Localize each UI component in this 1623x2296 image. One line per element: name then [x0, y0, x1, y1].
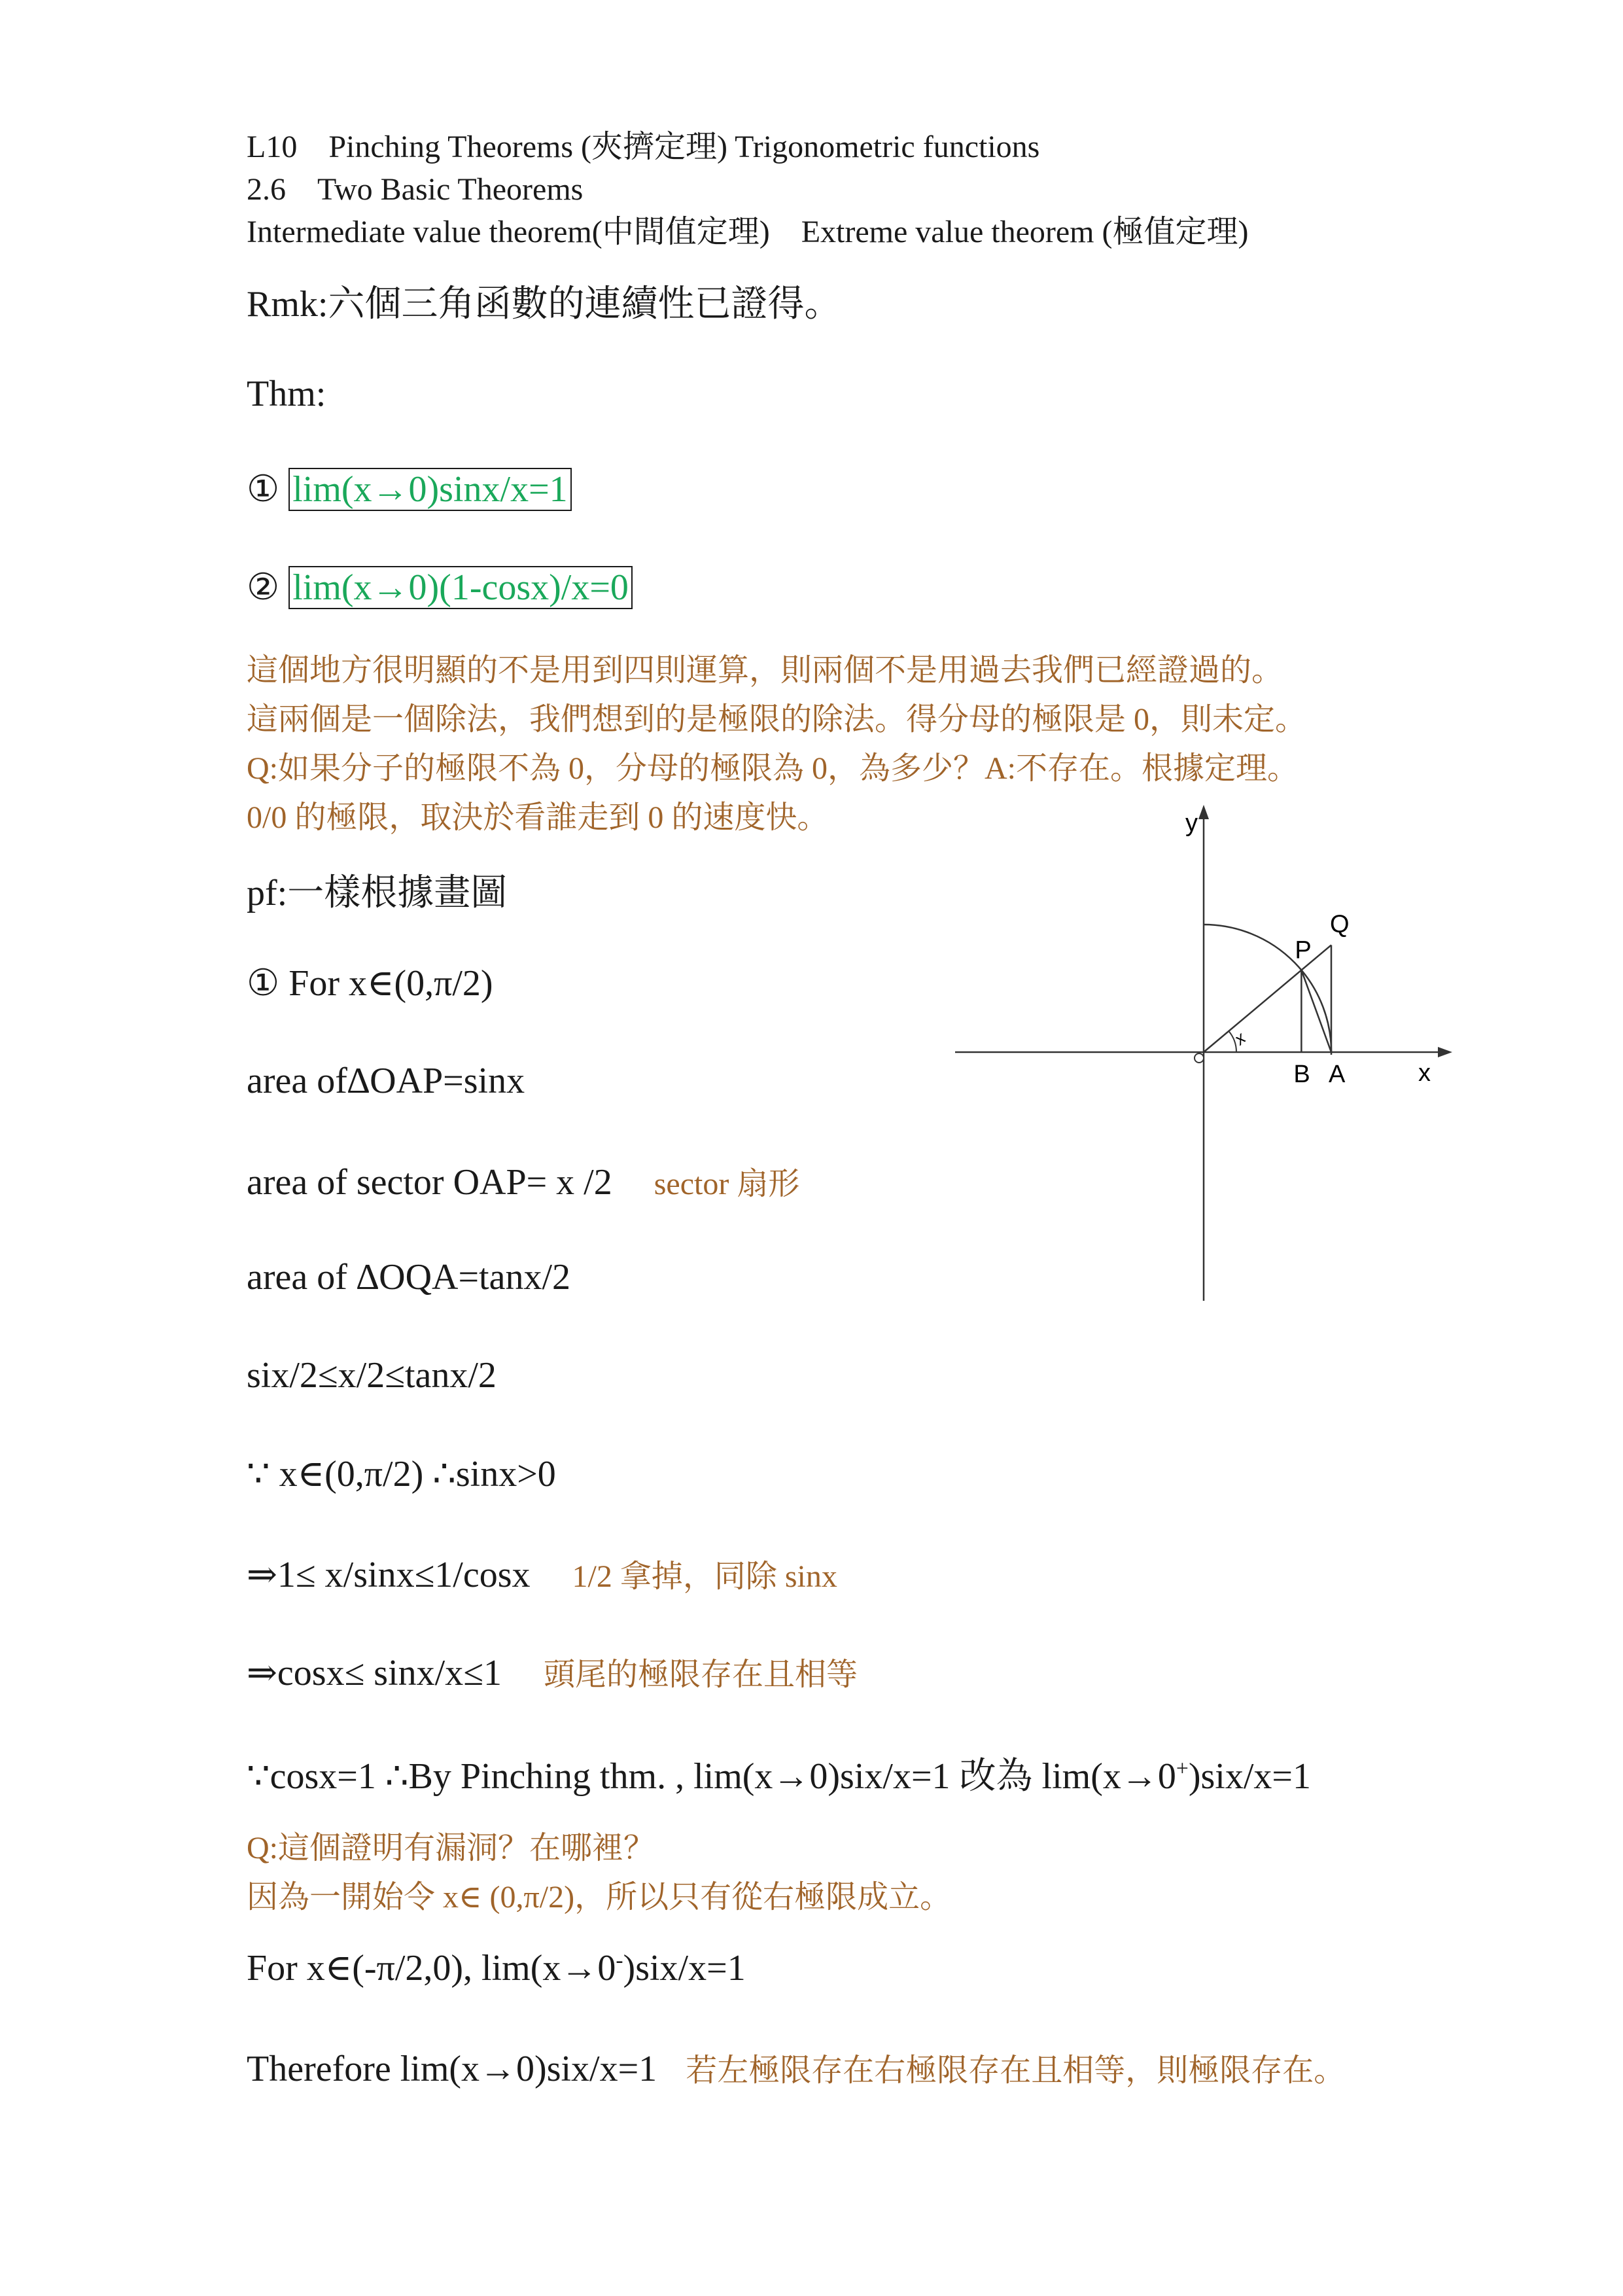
- implication-1-note: 1/2 拿掉，同除 sinx: [572, 1559, 837, 1594]
- label-p: P: [1295, 936, 1312, 964]
- therefore-line: [247, 2045, 1345, 2090]
- label-b: B: [1293, 1061, 1310, 1088]
- question-2-line-2: 因為一開始令 x∈ (0,π/2)，所以只有從右極限成立。: [247, 1880, 952, 1915]
- note-line-3: Q:如果分子的極限不為 0，分母的極限為 0，為多少？A:不存在。根據定理。: [247, 751, 1299, 786]
- proof-heading: pf:一樣根據畫圖: [247, 873, 508, 913]
- label-q: Q: [1330, 910, 1350, 938]
- area-sector-text: area of sector OAP= x /2: [247, 1162, 612, 1203]
- pinching-suffix: )six/x=1: [1188, 1756, 1311, 1797]
- label-a: A: [1329, 1061, 1346, 1088]
- note-line-2: 這兩個是一個除法，我們想到的是極限的除法。得分母的極限是 0，則未定。: [247, 702, 1307, 737]
- theorem-2-formula: lim(x→0)(1-cosx)/x=0: [288, 566, 633, 609]
- implication-1: [247, 1551, 837, 1596]
- header-line-1: L10 Pinching Theorems (夾擠定理) Trigonometric functions: [247, 130, 1040, 164]
- proof-case-1: ① For x∈(0,π/2): [247, 963, 493, 1004]
- since-line: ∵ x∈(0,π/2) ∴sinx>0: [247, 1454, 556, 1494]
- theorem-1-formula: lim(x→0)sinx/x=1: [288, 468, 571, 511]
- therefore-note: 若左極限存在右極限存在且相等，則極限存在。: [686, 2053, 1346, 2088]
- left-limit-prefix: For x∈(-π/2,0), lim(x→0: [247, 1948, 616, 1988]
- pinching-sup: +: [1176, 1756, 1189, 1781]
- implication-1-text: ⇒1≤ x/sinx≤1/cosx: [247, 1555, 531, 1595]
- left-limit-suffix: )six/x=1: [623, 1948, 746, 1988]
- label-x-axis: x: [1418, 1059, 1431, 1087]
- y-axis-arrow: [1198, 805, 1209, 819]
- question-2-line-1: Q:這個證明有漏洞？在哪裡？: [247, 1831, 655, 1865]
- inequality: six/2≤x/2≤tanx/2: [247, 1355, 497, 1396]
- area-sector-oap: [247, 1158, 799, 1203]
- area-sector-note: sector 扇形: [654, 1167, 800, 1201]
- segment-pa: [1301, 970, 1331, 1052]
- remark: Rmk:六個三角函數的連續性已證得。: [247, 284, 841, 325]
- note-line-1: 這個地方很明顯的不是用到四則運算，則兩個不是用過去我們已經證過的。: [247, 653, 1283, 688]
- unit-circle-diagram: [942, 798, 1478, 1315]
- theorem-2-marker: ②: [247, 567, 280, 608]
- left-limit-sup: -: [616, 1948, 623, 1973]
- label-angle: x: [1230, 1028, 1249, 1049]
- implication-2: [247, 1649, 858, 1694]
- left-limit-case: [247, 1947, 746, 1989]
- implication-2-note: 頭尾的極限存在且相等: [543, 1657, 858, 1692]
- area-triangle-oqa: area of ∆OQA=tanx/2: [247, 1257, 571, 1298]
- theorem-1-marker: ①: [247, 469, 280, 510]
- pinching-prefix: ∵cosx=1 ∴By Pinching thm. , lim(x→0)six/x=1 改為 lim(x→0: [247, 1756, 1176, 1797]
- header-line-2: 2.6 Two Basic Theorems: [247, 172, 584, 207]
- label-y: y: [1185, 809, 1198, 837]
- origin-point: [1195, 1053, 1204, 1063]
- x-axis-arrow: [1438, 1047, 1452, 1057]
- theorem-2: [247, 566, 633, 609]
- therefore-text: Therefore lim(x→0)six/x=1: [247, 2049, 657, 2089]
- theorem-heading: Thm:: [247, 374, 326, 414]
- pinching-conclusion: [247, 1747, 1311, 1799]
- implication-2-text: ⇒cosx≤ sinx/x≤1: [247, 1653, 502, 1693]
- area-triangle-oap: area of∆OAP=sinx: [247, 1061, 525, 1101]
- header-line-3: Intermediate value theorem(中間值定理) Extreme value theorem (極值定理): [247, 215, 1249, 249]
- theorem-1: [247, 468, 572, 510]
- note-line-4: 0/0 的極限，取決於看誰走到 0 的速度快。: [247, 800, 829, 835]
